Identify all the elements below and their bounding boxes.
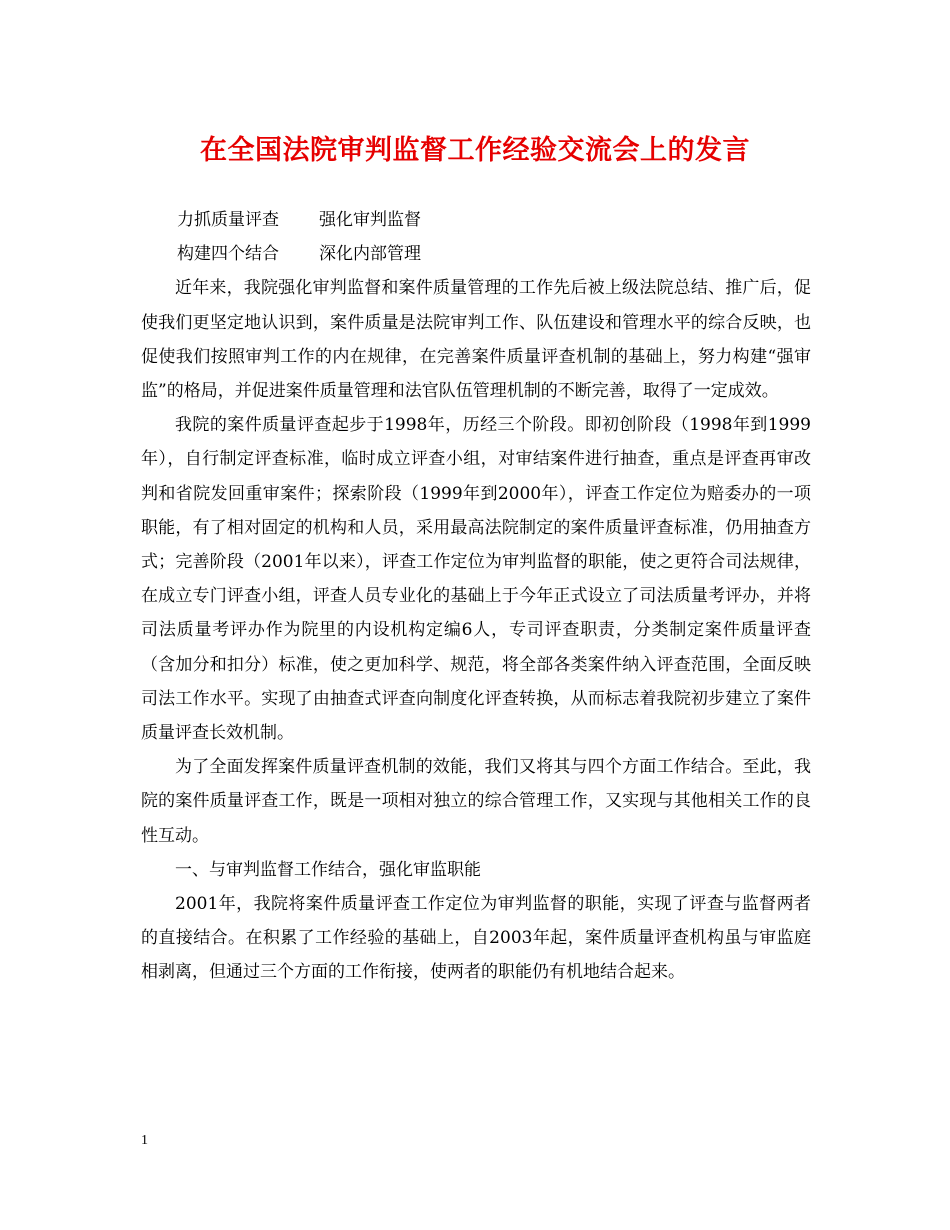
page-number: 1 (141, 1133, 148, 1148)
paragraph: 为了全面发挥案件质量评查机制的效能，我们又将其与四个方面工作结合。至此，我院的案件质量评查工作，既是一项相对独立的综合管理工作，又实现与其他相关工作的良性互动。 (141, 757, 811, 846)
subtitle-left: 力抓质量评查 (177, 210, 279, 230)
paragraph: 2001年，我院将案件质量评查工作定位为审判监督的职能，实现了评查与监督两者的直接结合。在积累了工作经验的基础上，自2003年起，案件质量评查机构虽与审监庭相剥离，但通过三个方面的工作衔接，使两者的职能仍有机地结合起来。 (141, 894, 811, 983)
document-body (141, 203, 811, 990)
subtitle-line (141, 203, 811, 237)
subtitle-left: 构建四个结合 (177, 244, 279, 265)
paragraph: 近年来，我院强化审判监督和案件质量管理的工作先后被上级法院总结、推广后，促使我们更坚定地认识到，案件质量是法院审判工作、队伍建设和管理水平的综合反映，也促使我们按照审判工作的内在规律，在完善案件质量评查机制的基础上，努力构建“强审监”的格局，并促进案件质量管理和法官队伍管理机制的不断完善，取得了一定成效。 (141, 278, 811, 402)
section-heading: 一、与审判监督工作结合，强化审监职能 (175, 859, 481, 880)
subtitle-line (141, 237, 811, 271)
subtitle-right: 深化内部管理 (319, 244, 421, 265)
paragraph: 我院的案件质量评查起步于1998年，历经三个阶段。即初创阶段（1998年到1999年），自行制定评查标准，临时成立评查小组，对审结案件进行抽查，重点是评查再审改判和省院发回重审案件；探索阶段（1999年到2000年），评查工作定位为赔委办的一项职能，有了相对固定的机构和人员，采用最高法院制定的案件质量评查标准，仍用抽查方式；完善阶段（2001年以来），评查工作定位为审判监督的职能，使之更符合司法规律，在成立专门评查小组，评查人员专业化的基础上于今年正式设立了司法质量考评办，并将司法质量考评办作为院里的内设机构定编6人，专司评查职责，分类制定案件质量评查（含加分和扣分）标准，使之更加科学、规范，将全部各类案件纳入评查范围，全面反映司法工作水平。实现了由抽查式评查向制度化评查转换，从而标志着我院初步建立了案件质量评查长效机制。 (141, 415, 811, 744)
subtitle-right: 强化审判监督 (319, 210, 421, 230)
page-title: 在全国法院审判监督工作经验交流会上的发言 (200, 135, 750, 166)
